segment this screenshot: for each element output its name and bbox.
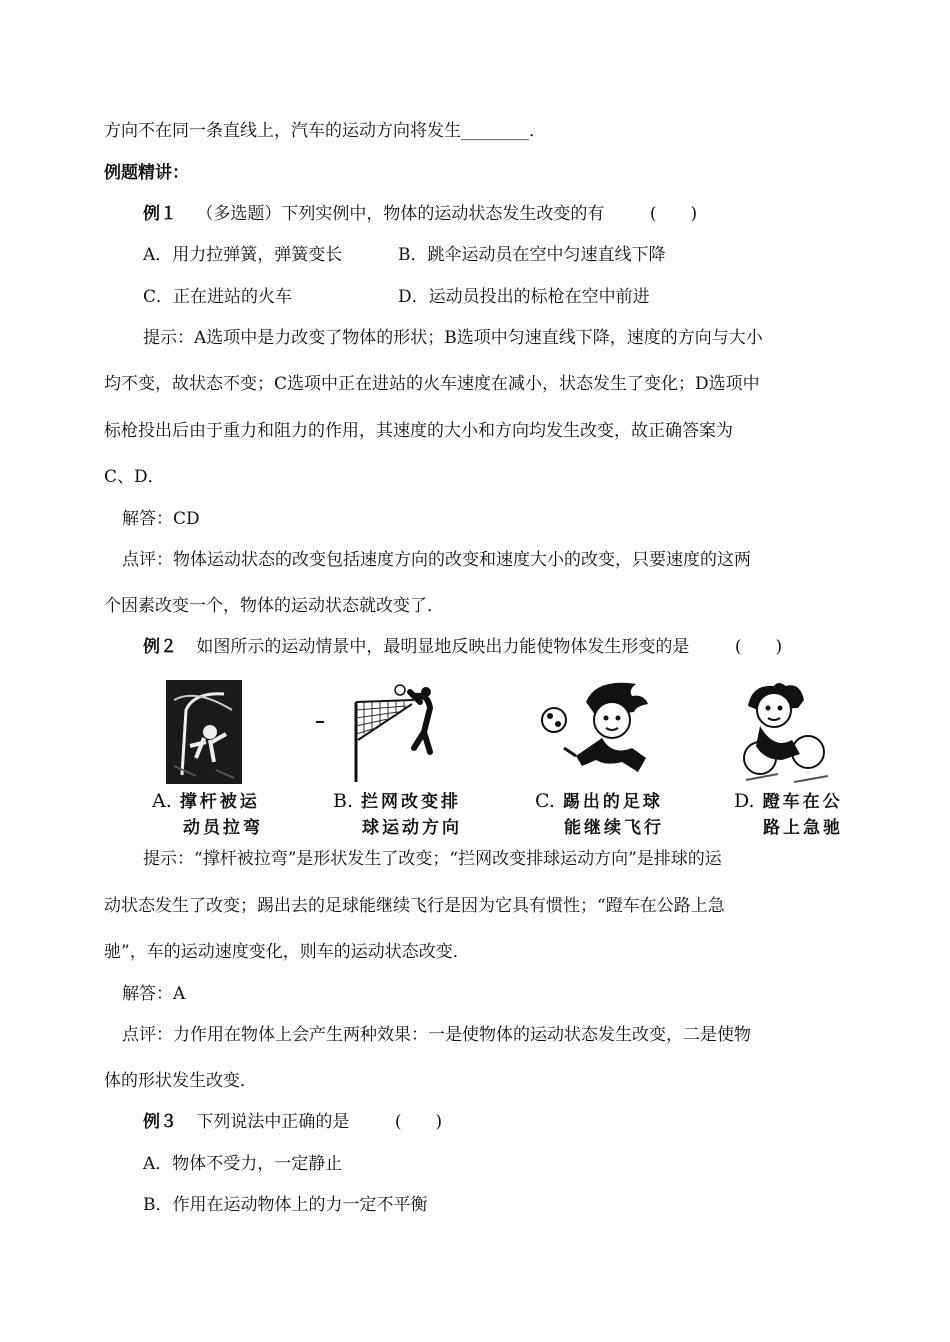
hint-line: 驰”，车的运动速度变化，则车的运动状态改变． bbox=[104, 942, 470, 962]
figure-caption-d-2: 路上急驰 bbox=[763, 818, 843, 838]
soccer-mascot-figure bbox=[536, 676, 668, 784]
example-2-label: 例２ bbox=[143, 637, 177, 657]
example-3-label: 例３ bbox=[143, 1112, 177, 1132]
example-2-question bbox=[143, 636, 782, 658]
pole-vault-figure bbox=[166, 680, 242, 784]
figure-caption-d: D. 蹬车在公 bbox=[734, 790, 843, 812]
option-b: B．作用在运动物体上的力一定不平衡 bbox=[143, 1195, 428, 1215]
example-2-text: 如图所示的运动情景中，最明显地反映出力能使物体发生形变的是 bbox=[196, 637, 690, 657]
hint-line: C、D． bbox=[104, 467, 165, 487]
hint-line: 提示：“撑杆被拉弯”是形状发生了改变；“拦网改变排球运动方向”是排球的运 bbox=[143, 849, 722, 869]
figure-caption-a: A. 撑杆被运 bbox=[152, 790, 260, 812]
review-line: 个因素改变一个，物体的运动状态就改变了． bbox=[104, 596, 444, 616]
option-a: A．物体不受力，一定静止 bbox=[143, 1154, 343, 1174]
answer-line: 解答：CD bbox=[122, 509, 200, 529]
hint-line: 提示：A选项中是力改变了物体的形状；B选项中匀速直线下降，速度的方向与大小 bbox=[143, 328, 763, 348]
figure-caption-c-2: 能继续飞行 bbox=[564, 818, 664, 838]
example-1-label: 例１ bbox=[143, 204, 177, 224]
review-line: 点评：物体运动状态的改变包括速度方向的改变和速度大小的改变，只要速度的这两 bbox=[122, 550, 751, 570]
answer-paren: ( ) bbox=[394, 1112, 443, 1132]
example-3-question bbox=[143, 1111, 442, 1133]
text-line: 方向不在同一条直线上，汽车的运动方向将发生________． bbox=[104, 121, 546, 141]
answer-paren: ( ) bbox=[649, 204, 698, 224]
option-d: D．运动员投出的标枪在空中前进 bbox=[398, 287, 650, 307]
figure-caption-b-2: 球运动方向 bbox=[362, 818, 462, 838]
section-heading: 例题精讲： bbox=[104, 163, 189, 183]
figure-caption-a-2: 动员拉弯 bbox=[183, 818, 263, 838]
example-1-question bbox=[143, 203, 697, 225]
hint-line: 标枪投出后由于重力和阻力的作用，其速度的大小和方向均发生改变，故正确答案为 bbox=[104, 421, 733, 441]
volleyball-net-figure bbox=[316, 682, 440, 782]
review-line: 体的形状发生改变． bbox=[104, 1071, 257, 1091]
hint-line: 均不变，故状态不变；C选项中正在进站的火车速度在减小，状态发生了变化；D选项中 bbox=[104, 374, 760, 394]
hint-line: 动状态发生了改变；踢出去的足球能继续飞行是因为它具有惯性；“蹬车在公路上急 bbox=[104, 896, 725, 916]
option-b: B．跳伞运动员在空中匀速直线下降 bbox=[398, 245, 666, 265]
answer-paren: ( ) bbox=[734, 637, 783, 657]
example-3-text: 下列说法中正确的是 bbox=[196, 1112, 350, 1132]
figure-caption-c: C. 踢出的足球 bbox=[535, 790, 663, 812]
example-1-text: （多选题）下列实例中，物体的运动状态发生改变的有 bbox=[196, 204, 605, 224]
option-a: A．用力拉弹簧，弹簧变长 bbox=[143, 245, 343, 265]
figure-caption-b: B. 拦网改变排 bbox=[333, 790, 462, 812]
cycling-mascot-figure bbox=[738, 680, 834, 784]
answer-line: 解答：A bbox=[122, 984, 186, 1004]
option-c: C．正在进站的火车 bbox=[143, 287, 293, 307]
review-line: 点评：力作用在物体上会产生两种效果：一是使物体的运动状态发生改变，二是使物 bbox=[122, 1025, 751, 1045]
